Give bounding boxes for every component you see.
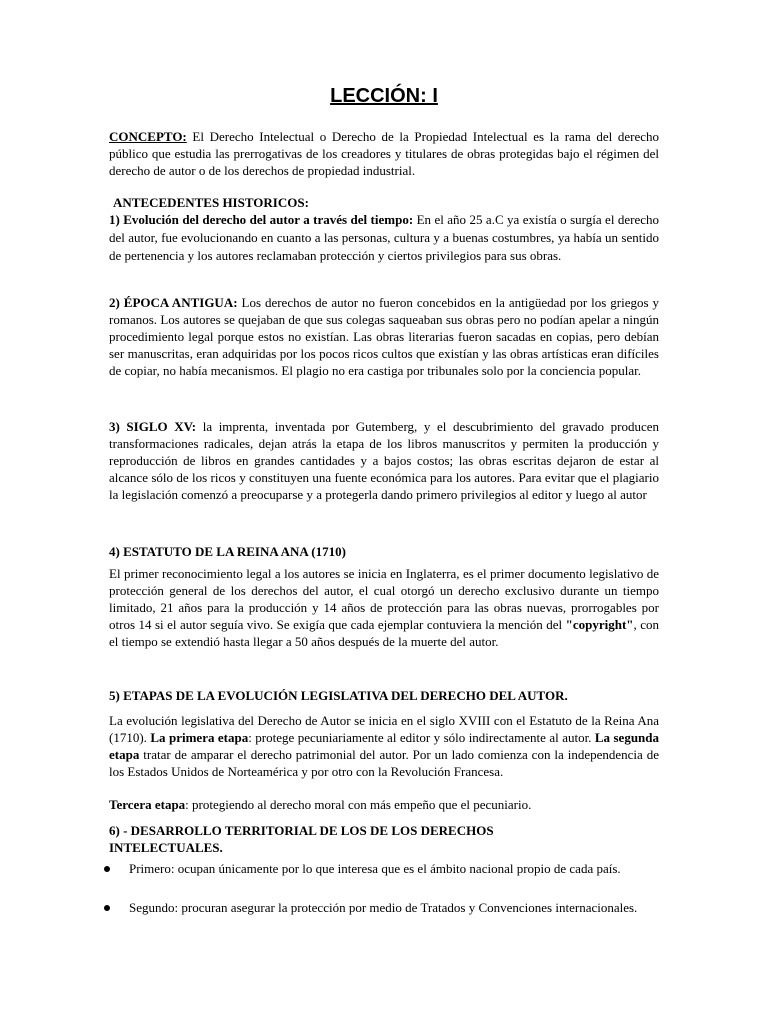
antecedentes-item-1 bbox=[109, 211, 659, 265]
primera-etapa-label: La primera etapa bbox=[150, 730, 249, 745]
tercera-etapa-paragraph: Tercera etapa: protegiendo al derecho moral con más empeño que el pecuniario. bbox=[109, 797, 532, 812]
item1-text: En el año 25 a.C ya existía o surgía el derecho del autor, fue evolucionando en cuanto a las personas, cultura y a buenas costumbres, ya había un sentido de pertenencia y los autores reclamaban protección y ciertos privilegios para sus obras. bbox=[109, 212, 660, 263]
desarrollo-heading: 6) - DESARROLLO TERRITORIAL DE LOS DE LOS DERECHOS INTELECTUALES. bbox=[109, 823, 494, 855]
epoca-paragraph bbox=[109, 294, 659, 379]
concepto-label: CONCEPTO: bbox=[109, 129, 187, 144]
concepto-text: El Derecho Intelectual o Derecho de la Propiedad Intelectual es la rama del derecho público que estudia las prerrogativas de los creadores y titulares de obras protegidas bajo el régimen del derecho de autor o de los derechos de propiedad industrial. bbox=[109, 129, 659, 178]
page-title: LECCIÓN: I bbox=[330, 85, 438, 107]
bullet-icon bbox=[104, 905, 110, 911]
siglo-label: 3) SIGLO XV: bbox=[109, 419, 197, 434]
list-item: Segundo: procuran asegurar la protección por medio de Tratados y Convenciones internacionales. bbox=[129, 900, 638, 915]
epoca-text: Los derechos de autor no fueron concebidos en la antigüedad por los griegos y romanos. Los autores se quejaban de que sus colegas saqueaban sus obras pero no podían apelar a ningún procedimiento legal porque estos no existían. Las obras literarias fueron sacadas en copias, pero debían ser manuscritas, eran adquiridas por los pocos ricos cultos que existían y las obras artísticas eran difíciles de copiar, no había mecanismos. El plagio no era castiga por tribunales solo por la conciencia popular. bbox=[109, 295, 660, 378]
segunda-etapa-label: La segunda etapa bbox=[109, 730, 660, 762]
antecedentes-heading: ANTECEDENTES HISTORICOS: bbox=[113, 195, 309, 210]
item1-label: 1) Evolución del derecho del autor a través del tiempo: bbox=[109, 212, 414, 227]
epoca-label: 2) ÉPOCA ANTIGUA: bbox=[109, 295, 238, 310]
siglo-text: la imprenta, inventada por Gutemberg, y el descubrimiento del gravado producen transformaciones radicales, dejan atrás la etapa de los libros manuscritos y permiten la producción y reproducción de libros en grandes cantidades y a bajos costos; las obras escritas dejaron de estar al alcance sólo de los ricos y constituyen una fuente económica para los autores. Para evitar que el plagiario la legislación comenzó a preocuparse y a protegerla dando primero privilegios al editor y luego al autor bbox=[109, 419, 659, 502]
etapas-heading: 5) ETAPAS DE LA EVOLUCIÓN LEGISLATIVA DEL DERECHO DEL AUTOR. bbox=[109, 688, 568, 703]
tercera-etapa-label: Tercera etapa bbox=[109, 797, 186, 812]
concepto-paragraph bbox=[109, 128, 659, 179]
etapas-paragraph: La evolución legislativa del Derecho de Autor se inicia en el siglo XVIII con el Estatuto de la Reina Ana (1710). La primera etapa: protege pecuniariamente al editor y sólo indirectamente al autor. La segunda etapa tratar de amparar el derecho patrimonial del autor. Por un lado comienza con la independencia de los Estados Unidos de Norteamérica y por otro con la Revolución Francesa. bbox=[109, 713, 660, 779]
bullet-icon bbox=[104, 866, 110, 872]
copyright-term: "copyright" bbox=[565, 617, 634, 632]
estatuto-paragraph: El primer reconocimiento legal a los autores se inicia en Inglaterra, es el primer documento legislativo de protección general de los derechos del autor, el cual otorgó un derecho exclusivo durante un tiempo limitado, 21 años para la producción y 14 años de protección para las obras nuevas, prorrogables por otros 14 si el autor seguía vivo. Se exigía que cada ejemplar contuviera la mención del "copyright", con el tiempo se extendió hasta llegar a 50 años después de la muerte del autor. bbox=[109, 566, 659, 649]
estatuto-heading: 4) ESTATUTO DE LA REINA ANA (1710) bbox=[109, 544, 346, 559]
siglo-paragraph bbox=[109, 418, 659, 503]
list-item: Primero: ocupan únicamente por lo que interesa que es el ámbito nacional propio de cada país. bbox=[129, 861, 621, 876]
